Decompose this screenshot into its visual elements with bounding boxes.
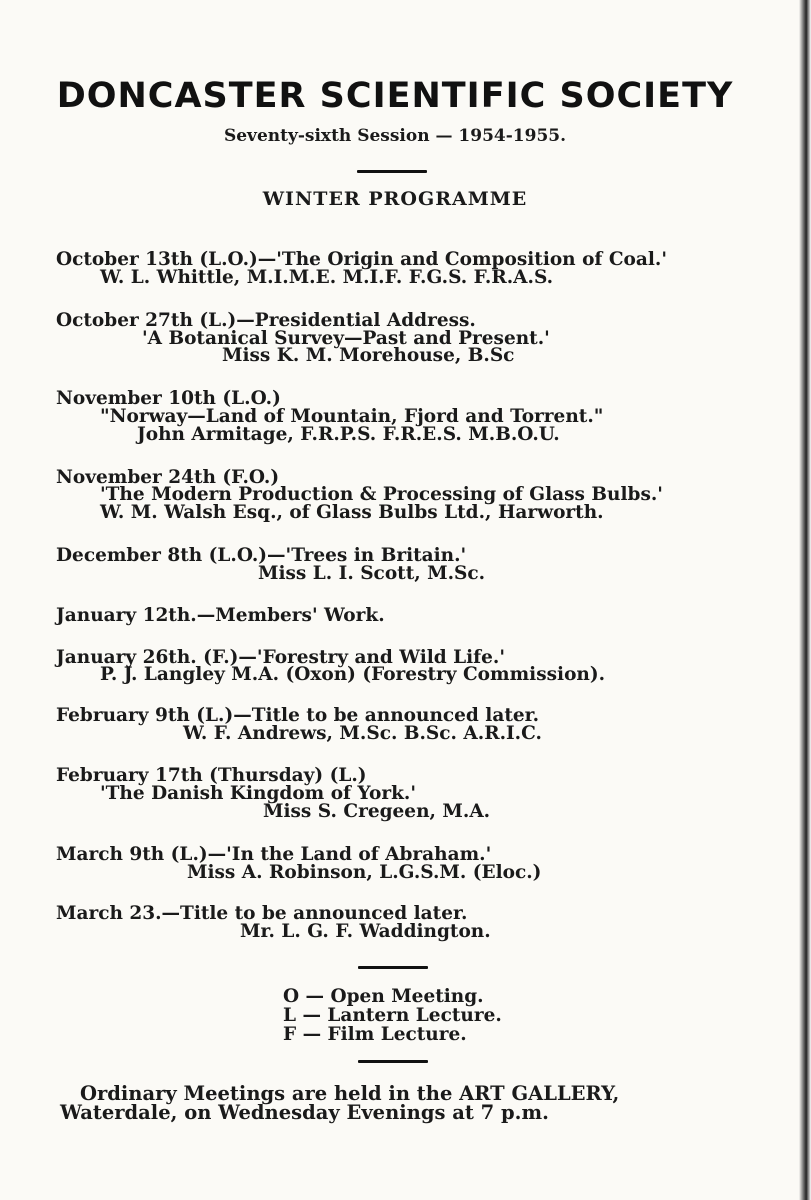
entry-line: February 9th (L.)—Title to be announced later. [56, 705, 540, 726]
entry-line: Miss S. Cregeen, M.A. [263, 801, 491, 822]
entry-line: November 10th (L.O.) [56, 388, 281, 409]
entry-line: March 9th (L.)—'In the Land of Abraham.' [56, 844, 492, 865]
session-subtitle: Seventy-sixth Session — 1954-1955. [223, 126, 567, 146]
divider-rule [357, 170, 427, 173]
entry-line: November 24th (F.O.) [56, 467, 280, 488]
key-line: O — Open Meeting. [283, 986, 484, 1007]
entry-line: W. M. Walsh Esq., of Glass Bulbs Ltd., Harworth. [100, 502, 604, 523]
programme-heading: WINTER PROGRAMME [262, 188, 528, 210]
key-line: L — Lantern Lecture. [283, 1005, 502, 1026]
entry-line: February 17th (Thursday) (L.) [56, 765, 367, 786]
entry-line: 'A Botanical Survey—Past and Present.' [142, 328, 550, 349]
entry-line: 'The Modern Production & Processing of Glass Bulbs.' [100, 484, 663, 505]
key-line: F — Film Lecture. [283, 1024, 467, 1045]
entry-line: "Norway—Land of Mountain, Fjord and Torrent." [100, 406, 604, 427]
entry-line: January 26th. (F.)—'Forestry and Wild Life.' [56, 647, 506, 668]
entry-line: P. J. Langley M.A. (Oxon) (Forestry Commission). [100, 664, 606, 685]
entry-line: January 12th.—Members' Work. [56, 605, 385, 626]
entry-line: October 13th (L.O.)—'The Origin and Composition of Coal.' [56, 249, 667, 270]
society-title: DONCASTER SCIENTIFIC SOCIETY [56, 76, 734, 116]
note-line: Waterdale, on Wednesday Evenings at 7 p.m. [60, 1101, 549, 1124]
page-edge [799, 0, 811, 1200]
entry-line: John Armitage, F.R.P.S. F.R.E.S. M.B.O.U. [137, 424, 560, 445]
note-line: Ordinary Meetings are held in the ART GALLERY, [80, 1082, 620, 1105]
divider-rule [358, 1060, 428, 1063]
entry-line: October 27th (L.)—Presidential Address. [56, 310, 476, 331]
entry-line: Mr. L. G. F. Waddington. [240, 921, 491, 942]
entry-line: December 8th (L.O.)—'Trees in Britain.' [56, 545, 467, 566]
entry-line: March 23.—Title to be announced later. [56, 903, 468, 924]
divider-rule [358, 966, 428, 969]
entry-line: 'The Danish Kingdom of York.' [100, 783, 417, 804]
entry-line: Miss L. I. Scott, M.Sc. [258, 563, 486, 584]
entry-line: Miss K. M. Morehouse, B.Sc [222, 345, 515, 366]
entry-line: W. F. Andrews, M.Sc. B.Sc. A.R.I.C. [183, 723, 542, 744]
entry-line: Miss A. Robinson, L.G.S.M. (Eloc.) [187, 862, 542, 883]
entry-line: W. L. Whittle, M.I.M.E. M.I.F. F.G.S. F.R.A.S. [100, 267, 554, 288]
